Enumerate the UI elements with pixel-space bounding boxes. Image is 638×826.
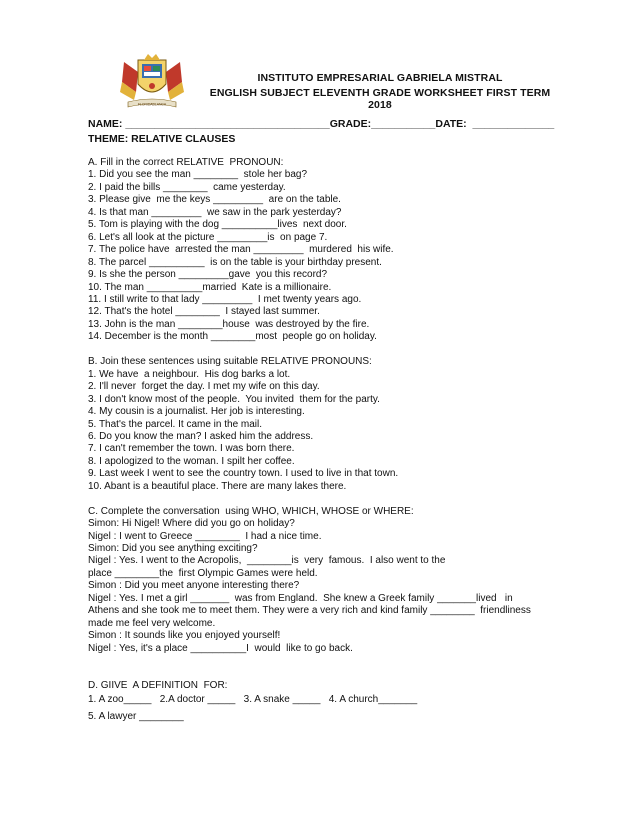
school-crest-logo (118, 52, 186, 110)
list-item: 2. I paid the bills ________ came yesterday. (88, 181, 286, 193)
student-info-fields: NAME: ___________________________________GRADE:___________DATE: ______________ (88, 118, 555, 130)
list-item: 6. Let's all look at the picture _________is on page 7. (88, 231, 328, 243)
list-item: 14. December is the month ________most people go on holiday. (88, 331, 377, 343)
list-item: 10. Abant is a beautiful place. There are many lakes there. (88, 480, 347, 492)
list-item: 11. I still write to that lady _________ I met twenty years ago. (88, 293, 362, 305)
list-item: 5. Tom is playing with the dog __________lives next door. (88, 219, 347, 231)
list-item: 3. Please give me the keys _________ are on the table. (88, 194, 341, 206)
list-item: 4. My cousin is a journalist. Her job is interesting. (88, 406, 305, 418)
list-item: 1. Did you see the man ________ stole her bag? (88, 169, 308, 181)
logo-banner-text: FLORIDABLANCA (137, 102, 167, 107)
dialogue-line: Nigel : I went to Greece ________ I had a nice time. (88, 530, 322, 542)
definition-row: 1. A zoo_____ 2.A doctor _____ 3. A snake _____ 4. A church_______ (88, 694, 418, 706)
dialogue-line: Nigel : Yes, it's a place __________I would like to go back. (88, 642, 353, 654)
dialogue-line: made me feel very welcome. (88, 617, 216, 629)
section-d-title: D. GIIVE A DEFINITION FOR: (88, 679, 228, 691)
dialogue-line: Nigel : Yes. I went to the Acropolis, ________is very famous. I also went to the (88, 555, 446, 567)
list-item: 9. Is she the person _________gave you this record? (88, 269, 328, 281)
list-item: 12. That's the hotel ________ I stayed last summer. (88, 306, 320, 318)
list-item: 7. The police have arrested the man _________ murdered his wife. (88, 244, 394, 256)
dialogue-line: Simon: Did you see anything exciting? (88, 543, 258, 555)
dialogue-line: place ________the first Olympic Games were held. (88, 567, 318, 579)
dialogue-line: Simon : It sounds like you enjoyed yourself! (88, 630, 281, 642)
worksheet-theme: THEME: RELATIVE CLAUSES (88, 133, 236, 145)
list-item: 2. I'll never forget the day. I met my wife on this day. (88, 381, 320, 393)
list-item: 8. I apologized to the woman. I spilt her coffee. (88, 455, 295, 467)
section-d (88, 680, 588, 723)
list-item: 3. I don't know most of the people. You invited them for the party. (88, 393, 380, 405)
section-b-title: B. Join these sentences using suitable RELATIVE PRONOUNS: (88, 356, 372, 368)
section-c (88, 506, 588, 655)
institution-title: INSTITUTO EMPRESARIAL GABRIELA MISTRAL (257, 72, 503, 84)
dialogue-line: Athens and she took me to meet them. They were a very rich and kind family ________ friendliness (88, 605, 531, 617)
list-item: 13. John is the man ________house was destroyed by the fire. (88, 318, 370, 330)
list-item: 1. We have a neighbour. His dog barks a lot. (88, 368, 291, 380)
section-a-title: A. Fill in the correct RELATIVE PRONOUN: (88, 157, 284, 168)
definition-row: 5. A lawyer ________ (88, 710, 184, 722)
dialogue-line: Simon : Did you meet anyone interesting there? (88, 580, 300, 592)
dialogue-line: Simon: Hi Nigel! Where did you go on holiday? (88, 518, 295, 530)
list-item: 5. That's the parcel. It came in the mail. (88, 418, 263, 430)
dialogue-line: Nigel : Yes. I met a girl _______ was from England. She knew a Greek family _______lived in (88, 592, 513, 604)
section-c-title: C. Complete the conversation using WHO, WHICH, WHOSE or WHERE: (88, 505, 414, 517)
list-item: 6. Do you know the man? I asked him the address. (88, 430, 314, 442)
section-b (88, 356, 588, 493)
section-a (88, 157, 588, 344)
list-item: 4. Is that man _________ we saw in the park yesterday? (88, 206, 342, 218)
list-item: 9. Last week I went to see the country town. I used to live in that town. (88, 468, 399, 480)
worksheet-body (88, 157, 588, 723)
list-item: 8. The parcel __________ is on the table is your birthday present. (88, 256, 382, 268)
worksheet-subtitle: ENGLISH SUBJECT ELEVENTH GRADE WORKSHEET FIRST TERM 2018 (209, 87, 551, 111)
list-item: 10. The man __________married Kate is a millionaire. (88, 281, 332, 293)
list-item: 7. I can't remember the town. I was born there. (88, 443, 295, 455)
